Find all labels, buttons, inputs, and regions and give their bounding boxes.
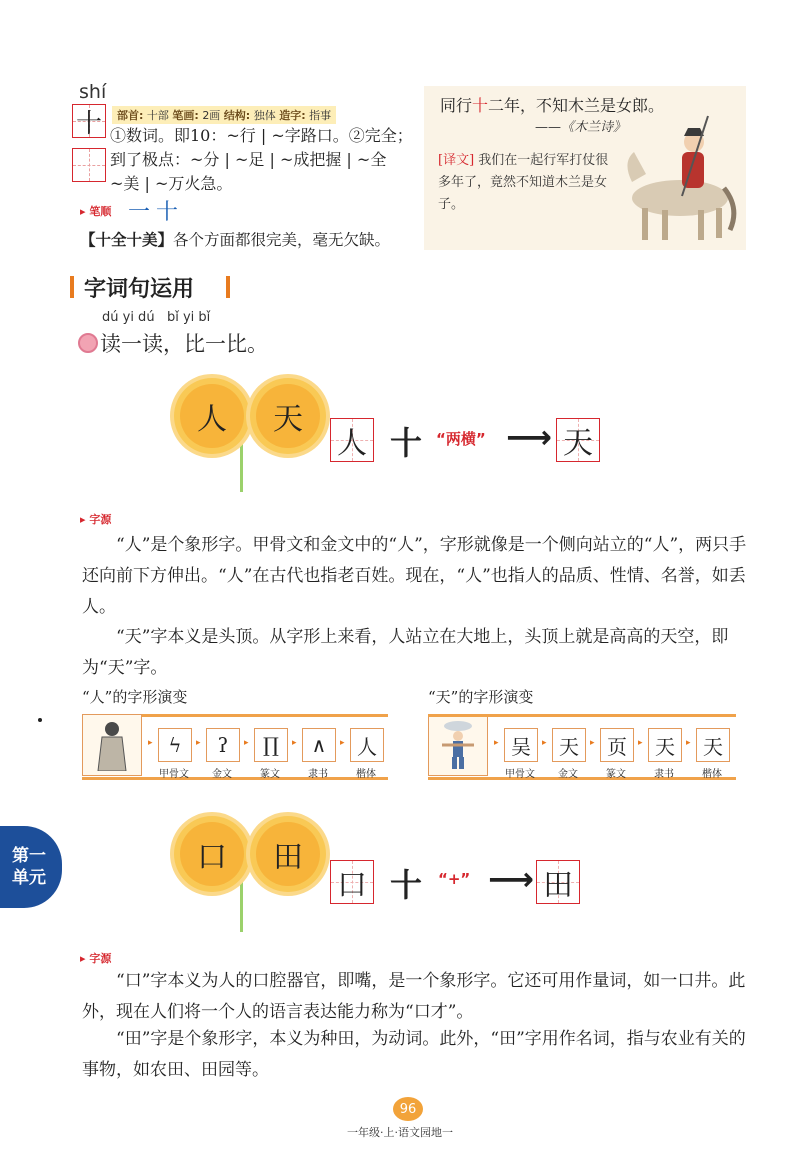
entry-char-box xyxy=(72,104,106,138)
ren-evolution-glyph-2: ʔ xyxy=(206,728,240,762)
unit-tab-line2: 单元 xyxy=(12,868,46,888)
ren-evolution-glyph-4: ∧ xyxy=(302,728,336,762)
tian-evolution-arrow-icon: ▸ xyxy=(542,738,547,748)
ren-evolution-script-label: 篆文 xyxy=(260,769,280,780)
arrow-icon-2: ⟶ xyxy=(488,860,534,898)
etymology-kou-paragraph: “口”字本义为人的口腔器官，即嘴，是一个象形字。它还可用作量词，如一口井。此外，现在人们将一个人的语言表达能力称为“口才”。 xyxy=(82,971,746,1022)
flower-ren: 人 xyxy=(180,384,244,448)
poem-translation: [译文] 我们在一起行军打仗很多年了，竟然不知道木兰是女子。 xyxy=(438,153,609,212)
tian-evolution-script-label: 隶书 xyxy=(654,769,674,780)
stray-dot xyxy=(38,718,42,722)
tian-evolution-script-label: 篆文 xyxy=(606,769,626,780)
unit-tab-line1: 第一 xyxy=(12,846,46,866)
ren-evolution-arrow-icon: ▸ xyxy=(244,738,249,748)
mulan-horse-illustration xyxy=(612,112,742,244)
tian-evolution-title: “天”的字形演变 xyxy=(428,688,534,706)
etymology-label: ▸ 字源 xyxy=(80,513,112,526)
stroke-step-2: 十 xyxy=(156,200,179,225)
tian-evolution-glyph-2: 天 xyxy=(552,728,586,762)
idiom-text: 各个方面都很完美，毫无欠缺。 xyxy=(173,231,391,249)
equation2-hint: “+” xyxy=(438,870,471,888)
tian-evolution-glyph-1: 吴 xyxy=(504,728,538,762)
tian-evolution-glyph-3: 页 xyxy=(600,728,634,762)
tian-evolution-glyph-4: 天 xyxy=(648,728,682,762)
entry-grid-empty-1 xyxy=(72,148,106,182)
ren-evolution-script-label: 金文 xyxy=(212,769,232,780)
stroke-step-1: 一 xyxy=(128,200,151,225)
entry-def-line1: ①数词。即10：~行 | ~字路口。②完全； xyxy=(110,126,413,145)
equation-result-char: 天 xyxy=(556,418,600,462)
read-title: 读一读，比一比。 xyxy=(100,332,268,356)
title-bar-left xyxy=(70,276,74,298)
etymology-ren-paragraph: “人”是个象形字。甲骨文和金文中的“人”，字形就像是一个侧向站立的“人”，两只手还向前下方伸出。“人”在古代也指老百姓。现在，“人”也指人的品质、性情、名誉，如丢人。 xyxy=(82,535,747,617)
ren-evolution-title: “人”的字形演变 xyxy=(82,688,188,706)
title-bar-right xyxy=(226,276,230,298)
tian-evolution-script-label: 楷体 xyxy=(702,769,722,780)
page-number: 96 xyxy=(393,1097,423,1121)
tian-evolution-script-label: 甲骨文 xyxy=(505,769,535,780)
entry-def-line2: 到了极点：~分 | ~足 | ~成把握 | ~全 xyxy=(110,150,387,169)
idiom-line xyxy=(80,228,390,250)
equation-left-char: 人 xyxy=(330,418,374,462)
ren-evolution-script-label: 甲骨文 xyxy=(159,769,189,780)
flower-tian: 天 xyxy=(256,384,320,448)
plus-sign-2: 十 xyxy=(390,866,423,904)
tian-evolution-arrow-icon: ▸ xyxy=(686,738,691,748)
ren-evolution-script-label: 楷体 xyxy=(356,769,376,780)
equation2-result-char: 田 xyxy=(536,860,580,904)
ren-evolution-script-label: 隶书 xyxy=(308,769,328,780)
ren-evolution-glyph-3: ∏ xyxy=(254,728,288,762)
ren-evolution-arrow-icon: ▸ xyxy=(292,738,297,748)
read-bullet-icon xyxy=(78,333,98,353)
unit-side-tab[interactable] xyxy=(0,826,62,908)
footer-text: 一年级·上·语文园地一 xyxy=(347,1126,453,1139)
flower-stem-2 xyxy=(240,880,243,932)
entry-def-line3: ~美 | ~万火急。 xyxy=(110,174,233,193)
etymology-tian-field-paragraph: “田”字是个象形字，本义为种田，为动词。此外，“田”字用作名词，指与农业有关的事物，如农田、田园等。 xyxy=(82,1029,746,1080)
flower-kou: 口 xyxy=(180,822,244,886)
entry-pinyin: shí xyxy=(79,81,107,103)
poem-source: ——《木兰诗》 xyxy=(535,120,627,135)
ren-evolution-arrow-icon: ▸ xyxy=(196,738,201,748)
ren-evolution-glyph-1: ϟ xyxy=(158,728,192,762)
equation2-left-char: 口 xyxy=(330,860,374,904)
plus-sign: 十 xyxy=(390,424,423,462)
entry-char: 十 xyxy=(75,108,102,139)
entry-meta: 部首: 十部 笔画: 2画 结构: 独体 造字: 指事 xyxy=(112,106,336,124)
tian-evolution-arrow-icon: ▸ xyxy=(590,738,595,748)
tian-evolution-arrow-icon: ▸ xyxy=(494,738,499,748)
ren-evolution-glyph-5: 人 xyxy=(350,728,384,762)
section-title: 字词句运用 xyxy=(84,277,195,302)
tian-evolution-glyph-5: 天 xyxy=(696,728,730,762)
stroke-order-label: ▸ 笔顺 xyxy=(80,205,112,218)
ren-figure-image xyxy=(82,714,142,776)
arrow-icon: ⟶ xyxy=(506,418,552,456)
poem-line: 同行十二年，不知木兰是女郎。 xyxy=(440,96,665,115)
ren-evolution-arrow-icon: ▸ xyxy=(148,738,153,748)
equation-hint: “两横” xyxy=(436,430,486,448)
translation-tag: [译文] xyxy=(438,153,475,168)
tian-evolution-arrow-icon: ▸ xyxy=(638,738,643,748)
read-pinyin: dú yi dú bǐ yi bǐ xyxy=(102,310,211,325)
idiom-head: 【十全十美】 xyxy=(80,230,174,249)
tian-evolution-script-label: 金文 xyxy=(558,769,578,780)
flower-tian-field: 田 xyxy=(256,822,320,886)
etymology-label-2: ▸ 字源 xyxy=(80,952,112,965)
ren-evolution-arrow-icon: ▸ xyxy=(340,738,345,748)
etymology-tian-paragraph: “天”字本义是头顶。从字形上来看，人站立在大地上，头顶上就是高高的天空，即为“天”字。 xyxy=(82,627,729,678)
